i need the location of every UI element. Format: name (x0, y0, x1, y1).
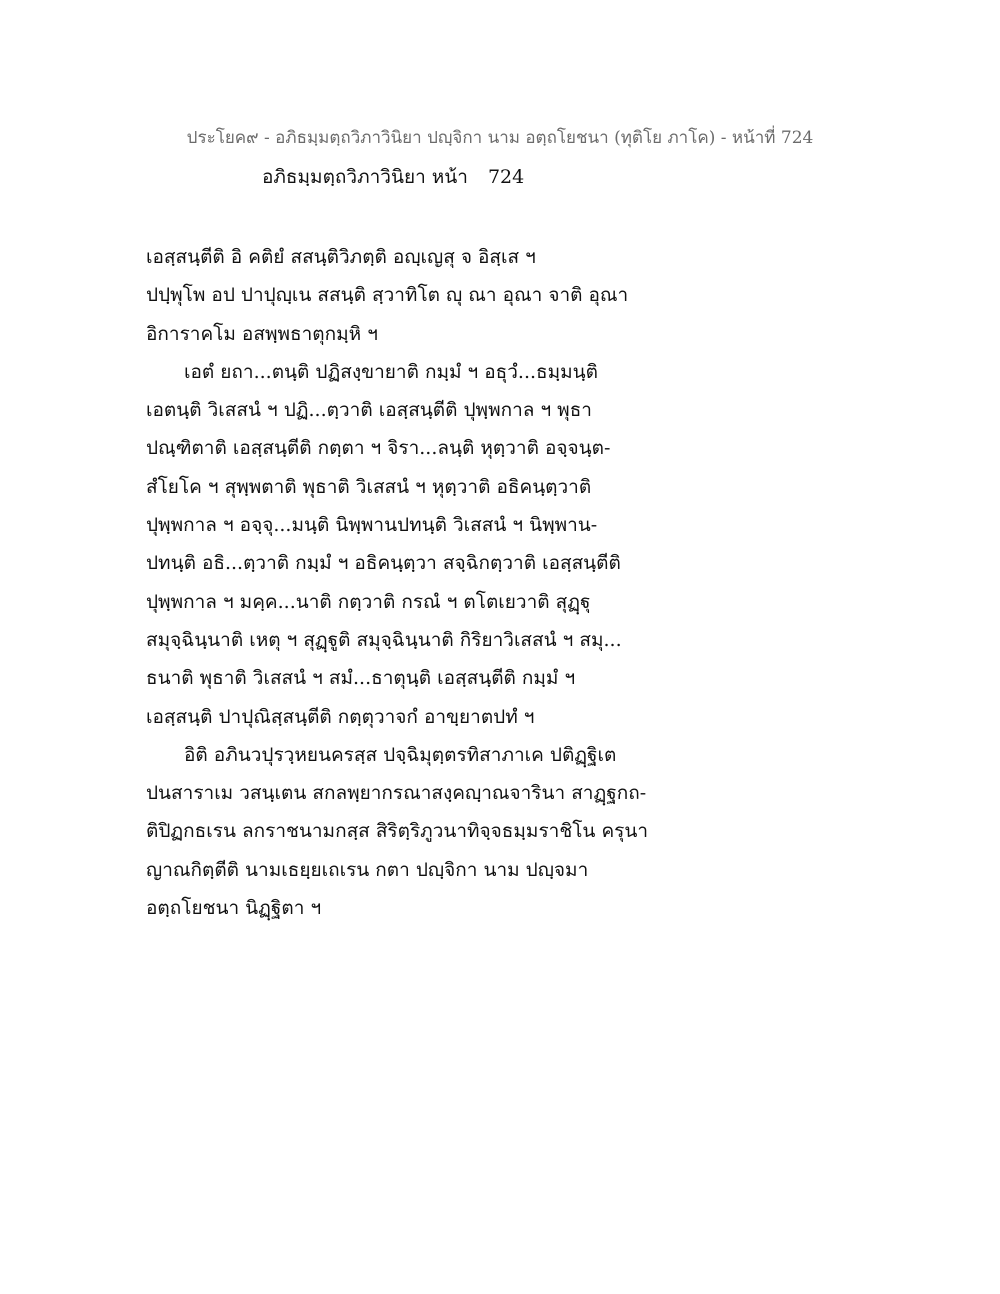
text-line: เอตนฺติ วิเสสนํ ฯ ปฏิ...ตฺวาติ เอสฺสนฺตีติ ปุพฺพกาล ฯ พุธา (146, 399, 592, 422)
text-line: สํโยโค ฯ สุพฺพตาติ พุธาติ วิเสสนํ ฯ หุตฺวาติ อธิคนฺตฺวาติ (146, 475, 592, 498)
page-title: อภิธมฺมตฺถวิภาวินิยา หน้า (262, 166, 468, 188)
page-heading (262, 162, 524, 192)
text-line: ญาณกิตฺตีติ นามเธยฺยเถเรน กตา ปญฺจิกา นาม ปญฺจมา (146, 858, 589, 881)
text-line: ปุพฺพกาล ฯ มคฺค...นาติ กตฺวาติ กรณํ ฯ ตโตเยวาติ สุฏฺฐุ (146, 590, 591, 613)
text-line: ปณฺฑิตาติ เอสฺสนฺตีติ กตฺตา ฯ จิรา...ลนฺติ หุตฺวาติ อจฺจนฺต- (146, 437, 611, 460)
text-line: ปทนฺติ อธิ...ตฺวาติ กมฺมํ ฯ อธิคนฺตฺวา สจฺฉิกตฺวาติ เอสฺสนฺตีติ (146, 552, 621, 575)
text-line: ปปฺพุโพ อป ปาปุญฺเน สสนฺติ สฺวาทิโต ญุ ณา อุณา จาติ อุณา (146, 284, 629, 307)
text-line: เอสฺสนฺติ ปาปุณิสฺสนฺตีติ กตฺตุวาจกํ อาขฺยาตปทํ ฯ (146, 705, 535, 728)
body-text (146, 238, 866, 927)
text-line: อตฺถโยชนา นิฏฺฐิตา ฯ (146, 897, 322, 920)
text-line: ปุพฺพกาล ฯ อจฺจุ...มนฺติ นิพฺพานปทนฺติ วิเสสนํ ฯ นิพฺพาน- (146, 514, 598, 537)
text-line: ติปิฏกธเรน ลกราชนามกสฺส สิริตฺริภูวนาทิจฺจธมฺมราชิโน ครุนา (146, 820, 649, 843)
running-header: ประโยค๙ - อภิธมฺมตฺถวิภาวินิยา ปญฺจิกา นาม อตฺถโยชนา (ทุติโย ภาโค) - หน้าที่ 724 (186, 128, 814, 148)
text-line: เอสฺสนฺตีติ อิ คติยํ สสนฺติวิภตฺติ อญฺเญสุ จ อิสฺเส ฯ (146, 246, 536, 268)
text-line: ปนสาราเม วสนฺเตน สกลพฺยากรณาสงฺคญฺาณจารินา สาฏฺฐกถ- (146, 782, 647, 805)
paragraph-start-line: อิติ อภินวปุรวฺหยนครสฺส ปจฺฉิมุตฺตรทิสาภาเค ปติฏฺฐิเต (184, 743, 617, 766)
text-line: ธนาติ พุธาติ วิเสสนํ ฯ สมํ...ธาตุนฺติ เอสฺสนฺตีติ กมฺมํ ฯ (146, 667, 576, 690)
paragraph-start-line: เอตํ ยถา...ตนฺติ ปฏิสงฺขายาติ กมฺมํ ฯ อธุวํ...ธมฺมนฺติ (184, 360, 599, 383)
page-number: 724 (487, 166, 525, 188)
text-line: อิการาคโม อสพฺพธาตุกมฺหิ ฯ (146, 322, 378, 345)
text-line: สมุจฺฉินฺนาติ เหตุ ฯ สุฏฺฐูติ สมุจฺฉินฺนาติ กิริยาวิเสสนํ ฯ สมุ... (146, 628, 622, 651)
